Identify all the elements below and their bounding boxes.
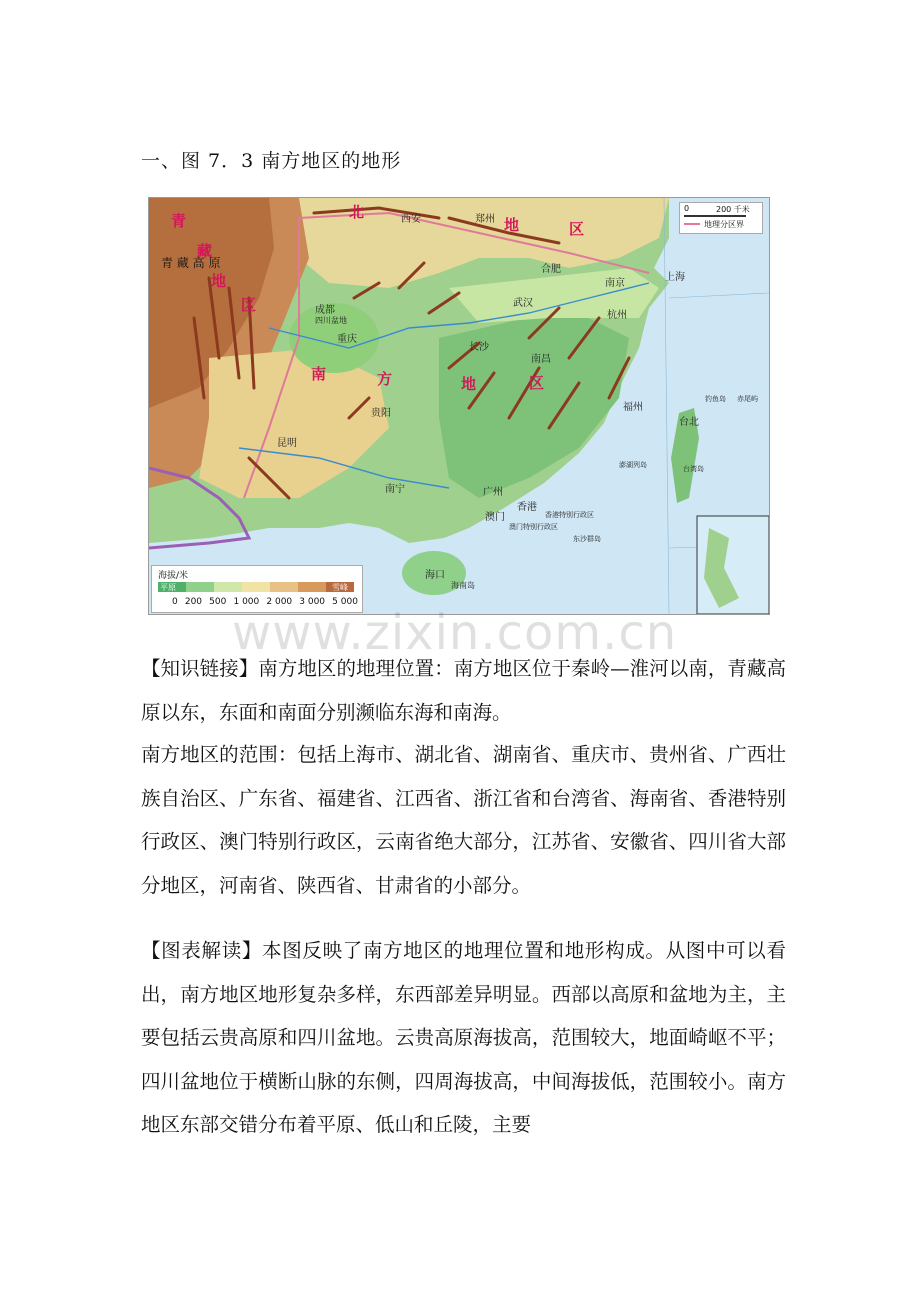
place-sichuan-basin: 四川盆地 <box>315 316 347 325</box>
region-label-qu2: 区 <box>569 220 585 238</box>
map-scale <box>679 202 763 234</box>
place-hangzhou: 杭州 <box>607 310 627 321</box>
place-zhengzhou: 郑州 <box>475 214 495 225</box>
figure-heading: 一、图 7．3 南方地区的地形 <box>141 150 402 172</box>
place-nanchang: 南昌 <box>531 354 551 365</box>
plateau-label: 青 藏 高 原 <box>161 256 221 270</box>
place-chongqing: 重庆 <box>337 334 357 345</box>
place-nanning: 南宁 <box>385 484 405 495</box>
place-guiyang: 贵阳 <box>371 408 391 419</box>
place-fuzhou: 福州 <box>623 402 643 413</box>
place-diaoyu: 钓鱼岛 <box>705 395 726 403</box>
region-label-fang: 方 <box>377 370 393 388</box>
region-label-di1: 地 <box>211 272 227 290</box>
paragraph-chart-reading: 【图表解读】本图反映了南方地区的地理位置和地形构成。从图中可以看出，南方地区地形复杂多样，东西部差异明显。西部以高原和盆地为主，主要包括云贵高原和四川盆地。云贵高原海拔高，范围较大，地面崎岖不平；四川盆地位于横断山脉的东侧，四周海拔高，中间海拔低，范围较小。南方地区东部交错分布着平原、低山和丘陵，主要 <box>141 939 786 1136</box>
legend-tick: 5 000 <box>332 597 358 607</box>
place-hefei: 合肥 <box>541 264 561 275</box>
place-taibei: 台北 <box>679 417 699 428</box>
boundary-line-icon <box>684 223 700 225</box>
scale-distance: 200 千米 <box>716 205 750 214</box>
paragraph-scope: 南方地区的范围：包括上海市、湖北省、湖南省、重庆市、贵州省、广西壮族自治区、广东省、福建省、江西省、浙江省和台湾省、海南省、香港特别行政区、澳门特别行政区，云南省绝大部分，江苏省、安徽省、四川省大部分地区，河南省、陕西省、甘肃省的小部分。 <box>141 743 786 897</box>
place-xian: 西安 <box>401 214 421 225</box>
place-dongsha: 东沙群岛 <box>573 535 601 543</box>
place-penghu: 澎湖列岛 <box>619 461 647 469</box>
place-haikou: 海口 <box>425 570 445 581</box>
legend-title: 海拔/米 <box>158 571 189 581</box>
legend-swatch <box>270 582 298 592</box>
place-macau-sar: 澳门特别行政区 <box>509 523 558 531</box>
legend-swatch <box>186 582 214 592</box>
legend-tick: 2 000 <box>266 597 293 607</box>
place-kunming: 昆明 <box>277 438 297 449</box>
place-guangzhou: 广州 <box>483 487 503 498</box>
region-label-di3: 地 <box>461 375 477 393</box>
scale-zero: 0 <box>684 204 690 213</box>
place-changsha: 长沙 <box>469 342 489 353</box>
region-label-nan: 南 <box>311 365 327 383</box>
place-chiwei: 赤尾屿 <box>737 395 758 403</box>
place-hainan: 海南岛 <box>451 581 475 590</box>
place-aomen: 澳门 <box>485 512 505 523</box>
place-chengdu: 成都 <box>315 305 335 316</box>
legend-tick: 500 <box>209 597 227 607</box>
place-nanjing: 南京 <box>605 278 625 289</box>
legend-swatch <box>214 582 242 592</box>
legend-tick: 1 000 <box>233 597 260 607</box>
place-hk-sar: 香港特别行政区 <box>545 511 594 519</box>
region-label-zang: 藏 <box>197 242 213 260</box>
region-label-qing: 青 <box>171 212 187 230</box>
legend-tick: 200 <box>184 597 203 607</box>
region-label-qu3: 区 <box>529 374 545 392</box>
place-wuhan: 武汉 <box>513 298 533 309</box>
paragraph-location: 【知识链接】南方地区的地理位置：南方地区位于秦岭—淮河以南，青藏高原以东，东面和南面分别濒临东海和南海。 <box>141 657 786 724</box>
place-taiwan-island: 台湾岛 <box>683 465 704 473</box>
legend-swatch <box>242 582 270 592</box>
legend-swatch <box>298 582 326 592</box>
legend-plain-label: 平原 <box>160 583 176 592</box>
region-label-bei: 北 <box>349 203 365 221</box>
legend-tick: 3 000 <box>299 597 326 607</box>
legend-color-ramp <box>158 582 354 592</box>
legend-tick: 0 <box>172 597 178 607</box>
place-xianggang: 香港 <box>517 502 537 513</box>
watermark: www.zixin.com.cn <box>232 605 678 661</box>
map-graphic <box>149 198 769 614</box>
terrain-map <box>148 197 770 615</box>
scale-boundary-label: 地理分区界 <box>704 220 744 229</box>
region-label-di2: 地 <box>504 216 520 234</box>
place-shanghai: 上海 <box>665 272 685 283</box>
legend-peak-label: 雪峰 <box>332 583 348 592</box>
region-label-qu1: 区 <box>241 296 257 314</box>
